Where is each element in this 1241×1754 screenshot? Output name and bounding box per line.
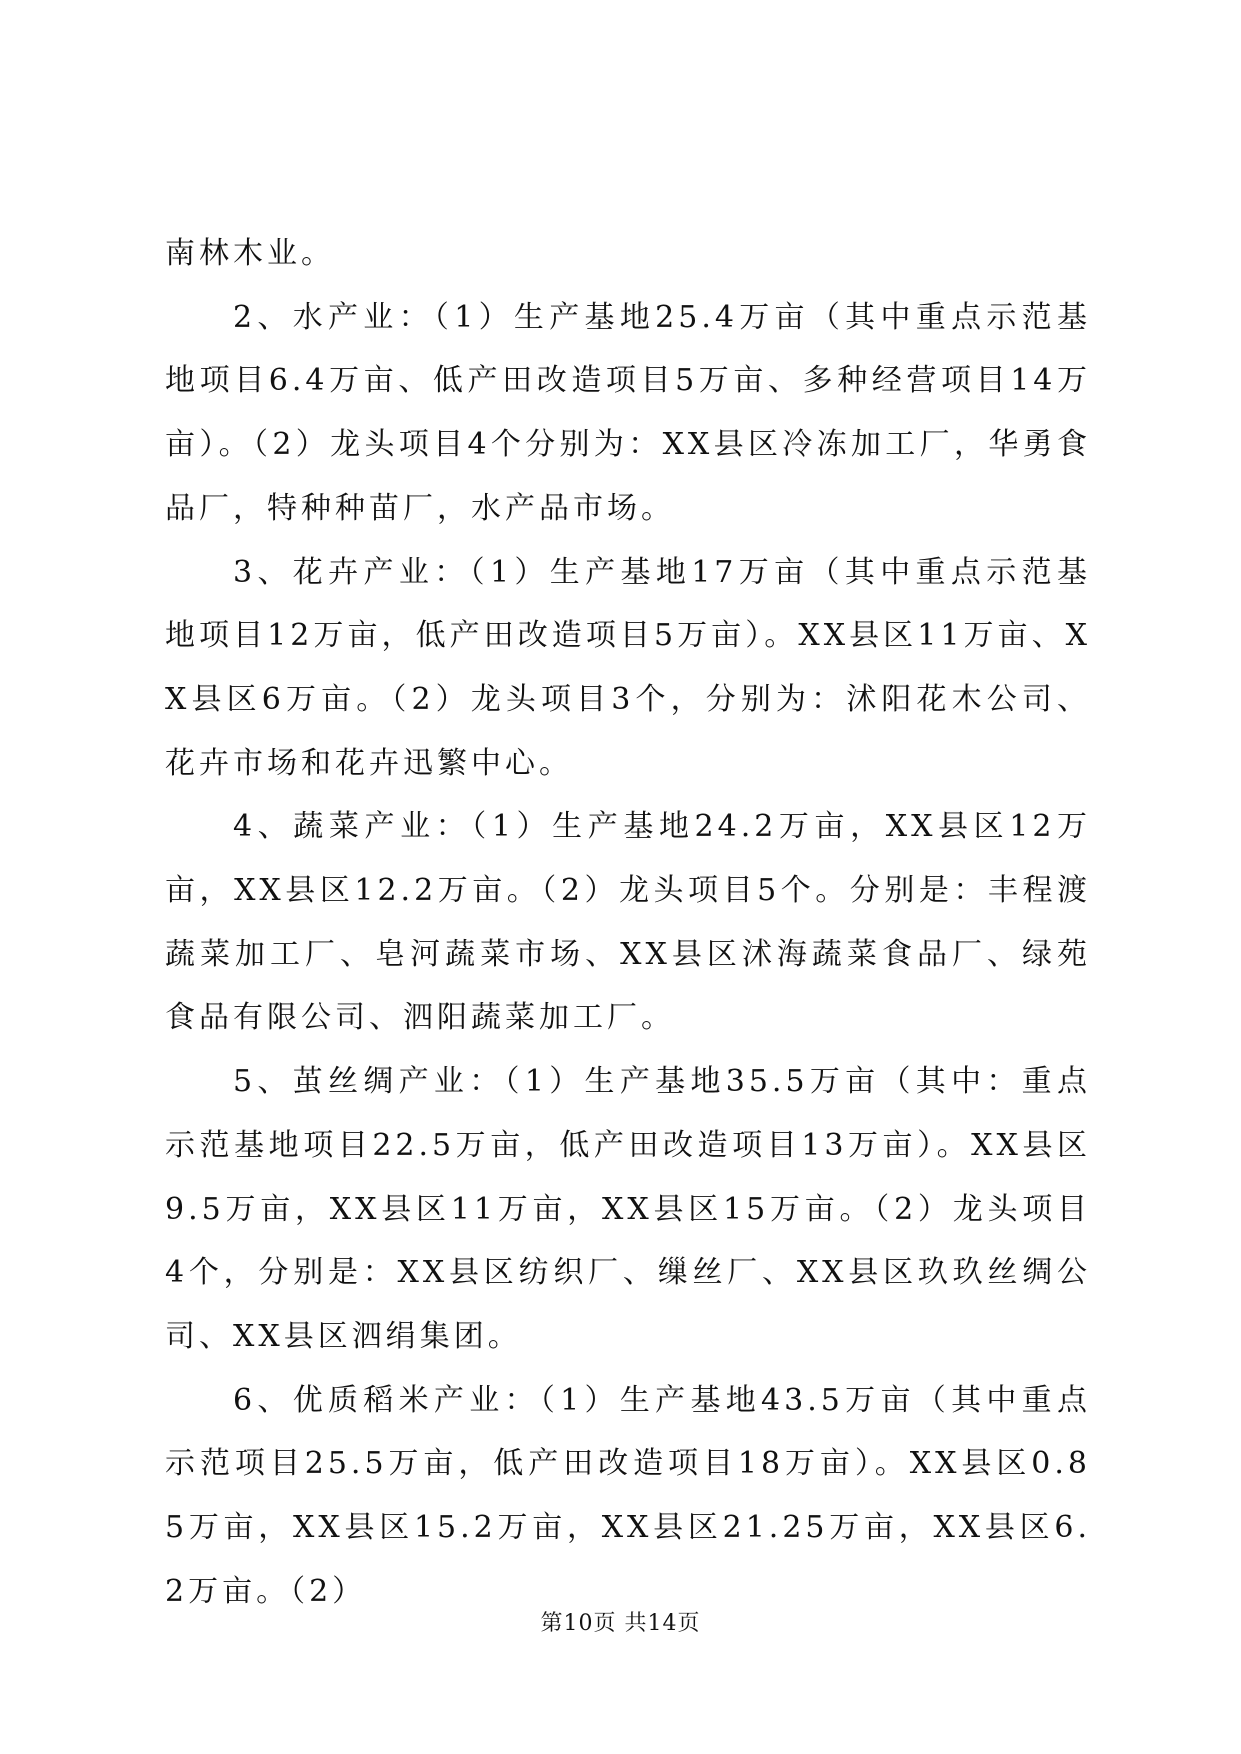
paragraph-rice: 6、优质稻米产业：（1）生产基地43.5万亩（其中重点示范项目25.5万亩，低产田改造项目18万亩）。XX县区0.85万亩，XX县区15.2万亩，XX县区21.25万亩，XX县区6.2万亩。（2） <box>165 1382 1091 1609</box>
document-body <box>165 222 1091 1623</box>
paragraph-flowers: 3、花卉产业：（1）生产基地17万亩（其中重点示范基地项目12万亩，低产田改造项目5万亩）。XX县区11万亩、XX县区6万亩。（2）龙头项目3个，分别为：沭阳花木公司、花卉市场和花卉迅繁中心。 <box>165 554 1091 781</box>
paragraph-vegetables: 4、蔬菜产业：（1）生产基地24.2万亩，XX县区12万亩，XX县区12.2万亩。（2）龙头项目5个。分别是：丰程渡蔬菜加工厂、皂河蔬菜市场、XX县区沭海蔬菜食品厂、绿苑食品有限公司、泗阳蔬菜加工厂。 <box>165 809 1091 1036</box>
paragraph-continuation: 南林木业。 <box>165 236 335 271</box>
paragraph-aquaculture: 2、水产业：（1）生产基地25.4万亩（其中重点示范基地项目6.4万亩、低产田改造项目5万亩、多种经营项目14万亩）。（2）龙头项目4个分别为：XX县区冷冻加工厂，华勇食品厂，特种种苗厂，水产品市场。 <box>165 299 1091 526</box>
page-number: 第10页 共14页 <box>540 1611 701 1636</box>
paragraph-silk: 5、茧丝绸产业：（1）生产基地35.5万亩（其中：重点示范基地项目22.5万亩，低产田改造项目13万亩）。XX县区9.5万亩，XX县区11万亩，XX县区15万亩。（2）龙头项目4个，分别是：XX县区纺织厂、缫丝厂、XX县区玖玖丝绸公司、XX县区泗绢集团。 <box>165 1064 1091 1354</box>
